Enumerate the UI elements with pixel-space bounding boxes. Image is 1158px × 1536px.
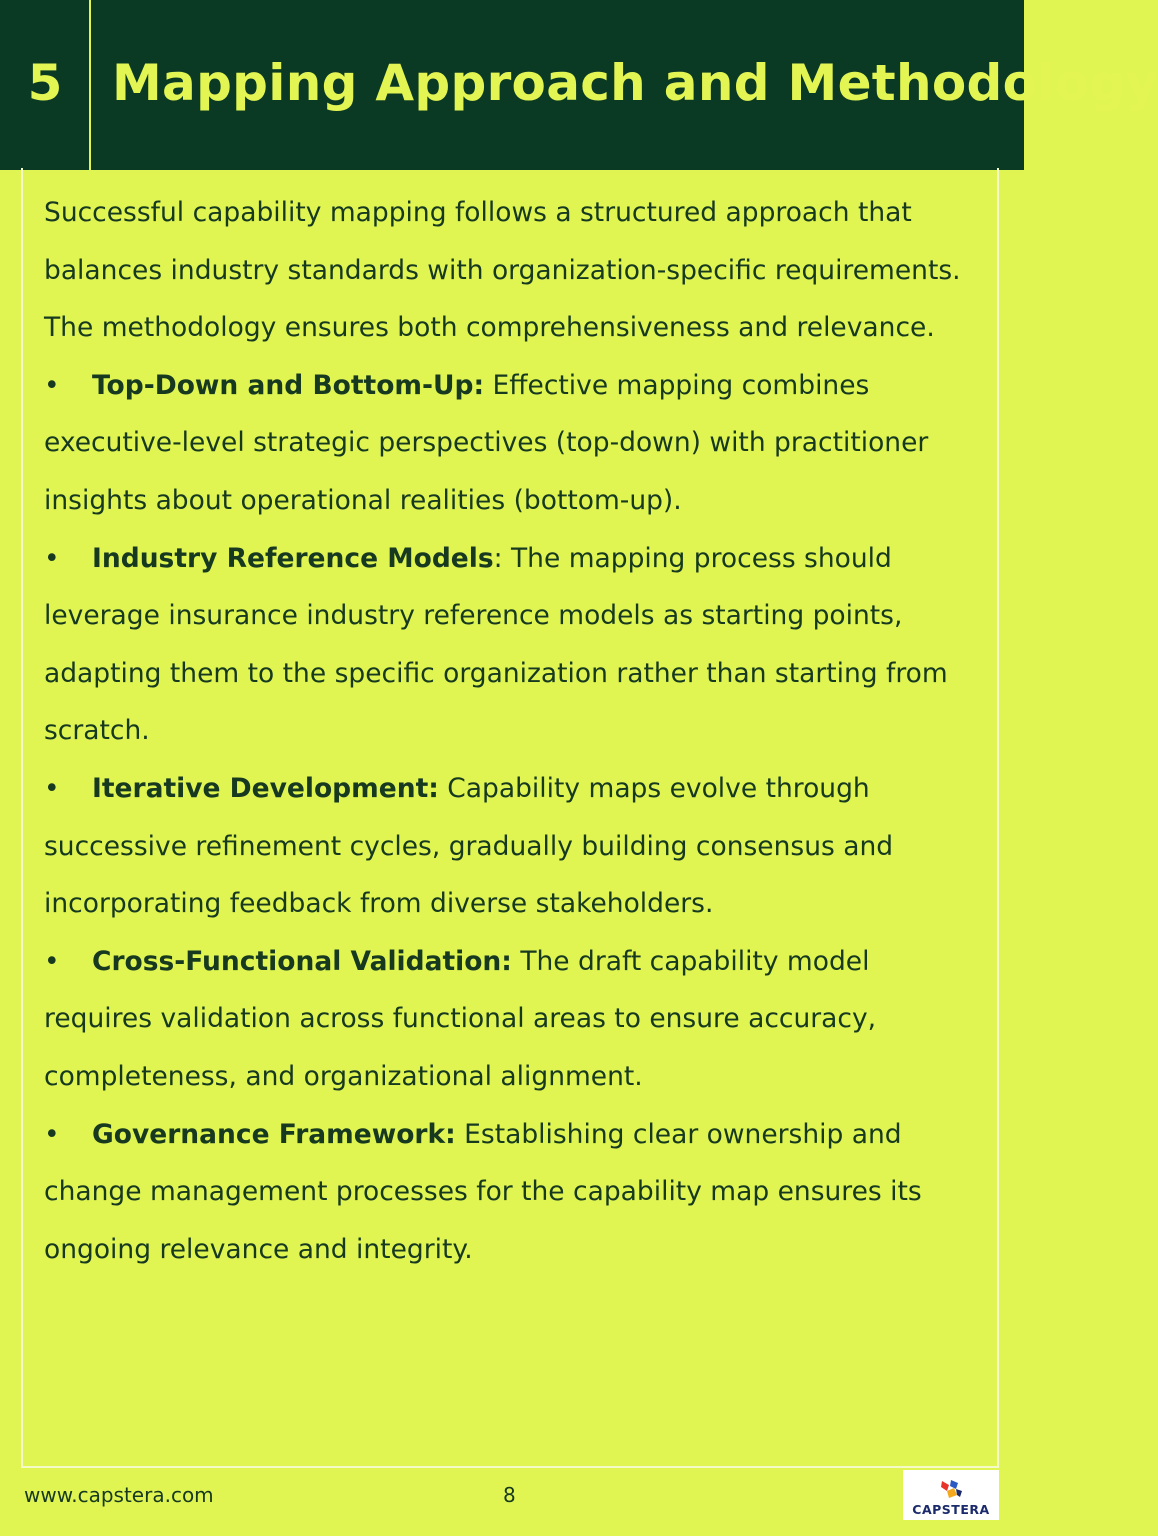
bullet-term: Cross-Functional Validation:: [92, 945, 512, 977]
page-title: Mapping Approach and Methodology: [112, 54, 1158, 112]
capstera-logo-icon: [938, 1477, 964, 1503]
bullet-text: The draft capability model requires validation across functional areas to ensure accuracy, completeness, and organizational alignment.: [44, 945, 877, 1092]
section-number: 5: [27, 54, 63, 112]
bullet-term: Iterative Development:: [92, 772, 439, 804]
bullet-text: : The mapping process should leverage insurance industry reference models as starting points, adapting them to the specific organization rather than starting from scratch.: [44, 542, 948, 747]
bullet-text: Effective mapping combines executive-level strategic perspectives (top-down) with practitioner insights about operational realities (bottom-up).: [44, 369, 929, 516]
capstera-logo: [903, 1470, 999, 1520]
bullet-item-iterative-development: [44, 760, 979, 933]
bullet-item-industry-reference-models: [44, 530, 979, 760]
bullet-icon: •: [44, 772, 60, 804]
bullet-icon: •: [44, 369, 60, 401]
bullet-item-cross-functional-validation: [44, 933, 979, 1106]
bullet-text: Establishing clear ownership and change management processes for the capability map ensures its ongoing relevance and integrity.: [44, 1118, 922, 1265]
intro-paragraph: Successful capability mapping follows a structured approach that balances industry standards with organization-specific requirements. The methodology ensures both comprehensiveness and relevance.: [44, 197, 961, 344]
bullet-term: Governance Framework:: [92, 1118, 456, 1150]
page-header: [0, 0, 1158, 170]
page-number: 8: [503, 1483, 516, 1507]
footer-website-link[interactable]: www.capstera.com: [24, 1483, 214, 1507]
content-body: [44, 184, 979, 1278]
bullet-item-top-down-bottom-up: [44, 357, 979, 530]
bullet-item-governance-framework: [44, 1106, 979, 1279]
header-divider: [89, 0, 91, 170]
bullet-icon: •: [44, 542, 60, 574]
logo-text: CAPSTERA: [912, 1502, 990, 1517]
bullet-term: Top-Down and Bottom-Up:: [92, 369, 485, 401]
bullet-icon: •: [44, 945, 60, 977]
bullet-text: Capability maps evolve through successive refinement cycles, gradually building consensus and incorporating feedback from diverse stakeholders.: [44, 772, 894, 920]
bullet-icon: •: [44, 1118, 60, 1150]
bullet-term: Industry Reference Models: [92, 542, 494, 574]
